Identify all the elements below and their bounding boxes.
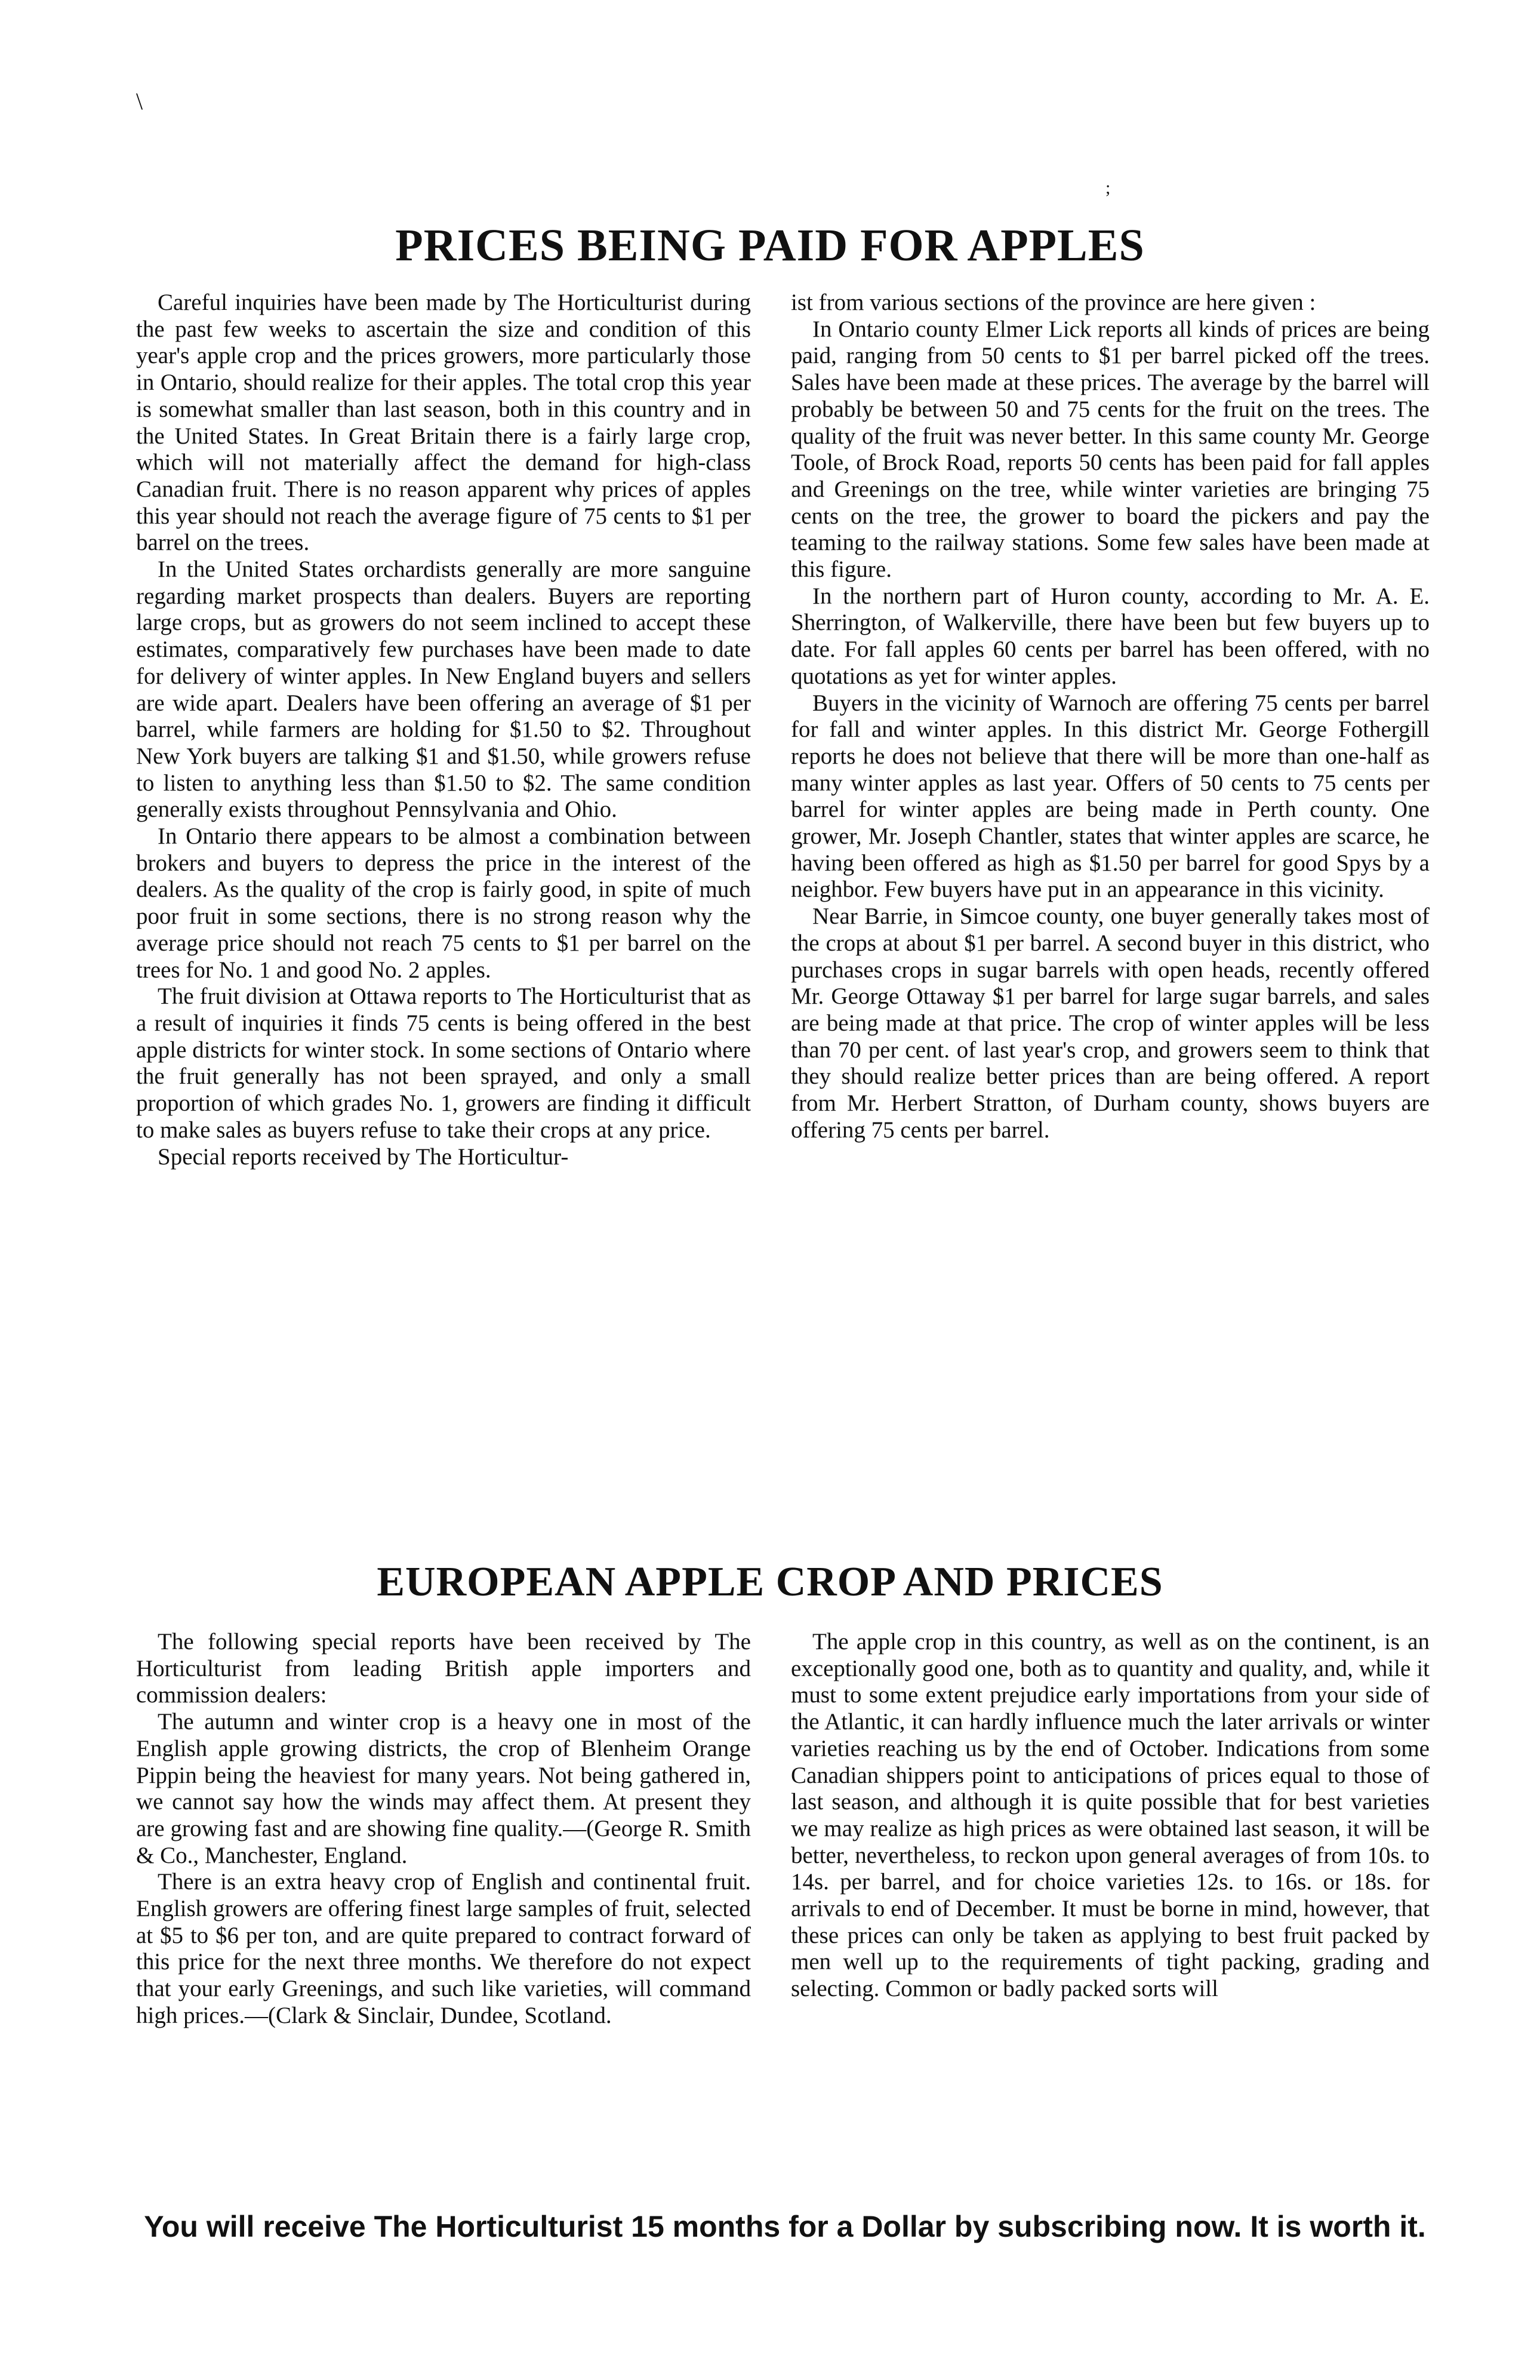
article-column-left <box>136 1629 751 2202</box>
stray-mark: ; <box>1105 178 1111 198</box>
paragraph: In Ontario there appears to be almost a combination between brokers and buyers to depress the price in the interest of the dealers. As the quality of the crop is fairly good, in spite of much poor fruit in some sections, there is no strong reason why the average price should not reach 75 cents to $1 per barrel on the trees for No. 1 and good No. 2 apples. <box>136 823 751 983</box>
paragraph: The apple crop in this country, as well as on the continent, is an exceptionally good one, both as to quantity and quality, and, while it must to some extent prejudice early importations from your side of the Atlantic, it can hardly influence much the later arrivals or winter varieties reaching us by the end of October. Indications from some Canadian shippers point to anticipations of prices equal to those of last season, and although it is quite possible that for best varieties we may realize as high prices as were obtained last season, it will be better, nevertheless, to reckon upon general averages of from 10s. to 14s. per barrel, and for choice varieties 12s. to 16s. or 18s. for arrivals to end of December. It must be borne in mind, however, that these prices can only be taken as applying to best fruit packed by men well up to the requirements of tight packing, grading and selecting. Common or badly packed sorts will <box>791 1629 1430 2002</box>
article-column-right <box>791 290 1430 1532</box>
paragraph: In the United States orchardists generally are more sanguine regarding market prospects than dealers. Buyers are reporting large crops, but as growers do not seem inclined to accept these estimates, comparatively few purchases have been made to date for delivery of winter apples. In New England buyers and sellers are wide apart. Dealers have been offering an average of $1 per barrel, while farmers are holding for $1.50 to $2. Throughout New York buyers are talking $1 and $1.50, while growers refuse to listen to anything less than $1.50 to $2. The same condition generally exists throughout Pennsylvania and Ohio. <box>136 556 751 823</box>
article-headline: PRICES BEING PAID FOR APPLES <box>395 220 1145 270</box>
paragraph: In Ontario county Elmer Lick reports all kinds of prices are being paid, ranging from 50 cents to $1 per barrel picked off the trees. Sales have been made at these prices. The average by the barrel will probably be between 50 and 75 cents for the fruit on the trees. The quality of the fruit was never better. In this same county Mr. George Toole, of Brock Road, reports 50 cents has been paid for fall apples and Greenings on the tree, while winter varieties are bringing 75 cents on the tree, the grower to board the pickers and pay the teaming to the railway stations. Some few sales have been made at this figure. <box>791 316 1430 583</box>
article-headline: EUROPEAN APPLE CROP AND PRICES <box>377 1559 1163 1605</box>
paragraph: Special reports received by The Horticultur- <box>158 1143 569 1170</box>
paragraph: Buyers in the vicinity of Warnoch are offering 75 cents per barrel for fall and winter apples. In this district Mr. George Fothergill reports he does not believe that there will be more than one-half as many winter apples as last year. Offers of 50 cents to 75 cents per barrel for winter apples are being made in Perth county. One grower, Mr. Joseph Chantler, states that winter apples are scarce, he having been offered as high as $1.50 per barrel for good Spys by a neighbor. Few buyers have put in an appearance in this vicinity. <box>791 690 1430 903</box>
article-column-right <box>791 1629 1430 2202</box>
subscription-banner: You will receive The Horticulturist 15 months for a Dollar by subscribing now. It is worth it. <box>144 2210 1426 2243</box>
paragraph: There is an extra heavy crop of English and continental fruit. English growers are offering finest large samples of fruit, selected at $5 to $6 per ton, and are quite prepared to contract forward of this price for the next three months. We therefore do not expect that your early Greenings, and such like varieties, will command high prices.—(Clark & Sinclair, Dundee, Scotland. <box>136 1869 751 2028</box>
paragraph: The fruit division at Ottawa reports to The Horticulturist that as a result of inquiries it finds 75 cents is being offered in the best apple districts for winter stock. In some sections of Ontario where the fruit generally has not been sprayed, and only a small proportion of which grades No. 1, growers are finding it difficult to make sales as buyers refuse to take their crops at any price. <box>136 983 751 1143</box>
paragraph: Near Barrie, in Simcoe county, one buyer generally takes most of the crops at about $1 per barrel. A second buyer in this district, who purchases crops in sugar barrels with open heads, recently offered Mr. George Ottaway $1 per barrel for large sugar barrels, and sales are being made at that price. The crop of winter apples will be less than 70 per cent. of last year's crop, and growers seem to think that they should realize better prices than are being offered. A report from Mr. Herbert Stratton, of Durham county, shows buyers are offering 75 cents per barrel. <box>791 903 1430 1143</box>
paragraph: In the northern part of Huron county, according to Mr. A. E. Sherrington, of Walkerville, there have been but few buyers up to date. For fall apples 60 cents per barrel has been offered, with no quotations as yet for winter apples. <box>791 583 1430 689</box>
stray-mark: \ <box>136 88 143 115</box>
paragraph-continuation: ist from various sections of the province are here given : <box>791 290 1316 315</box>
paragraph: Careful inquiries have been made by The Horticulturist during the past few weeks to ascertain the size and condition of this year's apple crop and the prices growers, more particularly those in Ontario, should realize for their apples. The total crop this year is somewhat smaller than last season, both in this country and in the United States. In Great Britain there is a fairly large crop, which will not materially affect the demand for high-class Canadian fruit. There is no reason apparent why prices of apples this year should not reach the average figure of 75 cents to $1 per barrel on the trees. <box>136 290 751 556</box>
paragraph: The following special reports have been received by The Horticulturist from leading British apple importers and commission dealers: <box>136 1629 751 1708</box>
article-column-left <box>136 290 751 1532</box>
paragraph: The autumn and winter crop is a heavy one in most of the English apple growing districts, the crop of Blenheim Orange Pippin being the heaviest for many years. Not being gathered in, we cannot say how the winds may affect them. At present they are growing fast and are showing fine quality.—(George R. Smith & Co., Manchester, England. <box>136 1709 751 1868</box>
